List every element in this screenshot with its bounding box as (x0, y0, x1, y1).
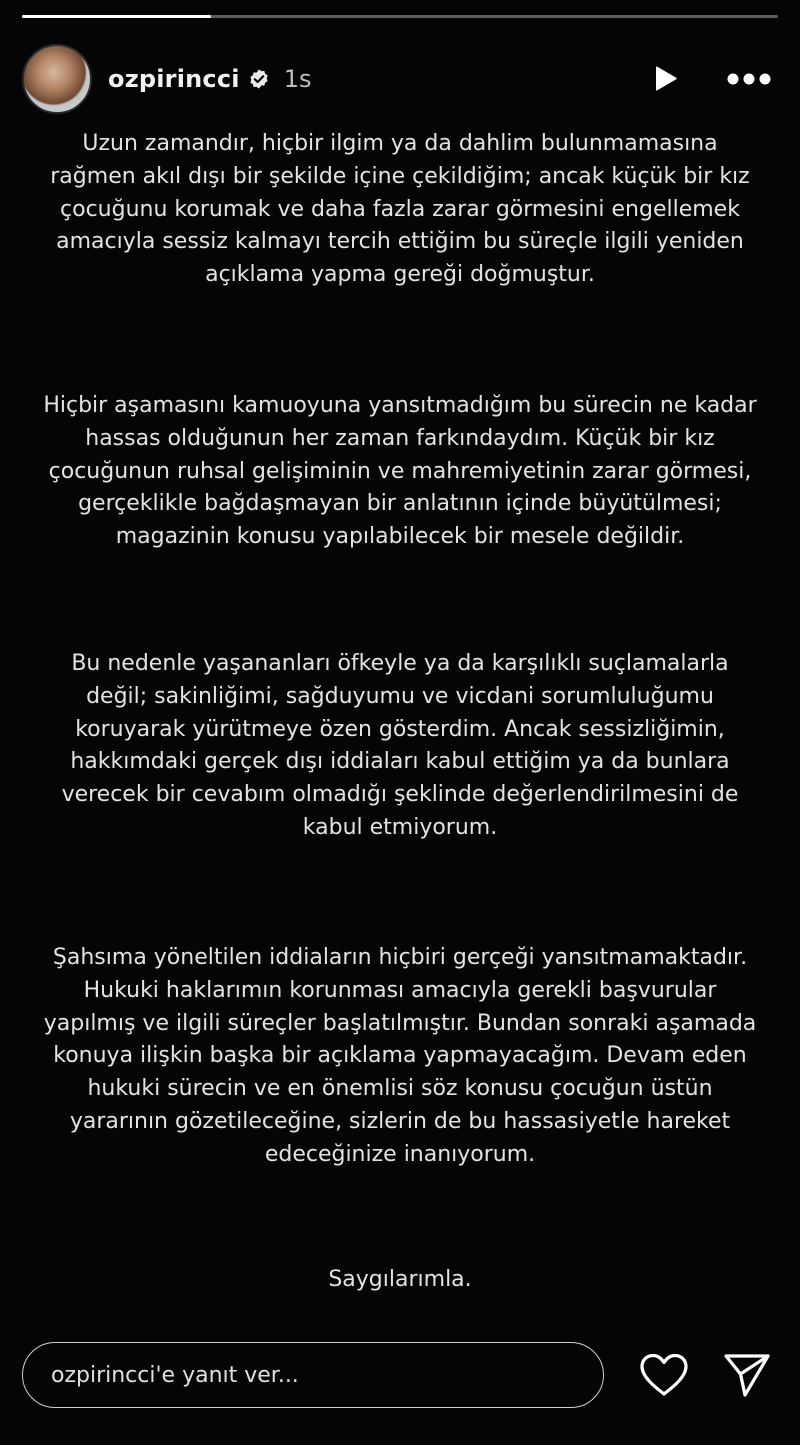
heart-icon[interactable] (638, 1352, 690, 1398)
statement-paragraph: Şahsıma yöneltilen iddiaların hiçbiri gerçeği yansıtmamaktadır. Hukuki haklarımın korunması amacıyla gerekli başvurular yapılmış ve ilgili süreçler başlatılmıştır. Bundan sonraki aşamada konuya ilişkin başka bir açıklama yapmayacağım. Devam eden hukuki sürecin ve en önemlisi söz konusu çocuğun üstün yararının gözetileceğine, sizlerin de bu hassasiyetle hareket edeceğinize inanıyorum. (43, 945, 757, 1167)
avatar[interactable] (22, 44, 92, 114)
more-horizontal-icon[interactable] (726, 72, 772, 86)
send-icon[interactable] (722, 1351, 772, 1399)
closing-line: Saygılarımla. (328, 1267, 472, 1292)
story-header (22, 44, 778, 114)
story-progress-fill (22, 15, 211, 18)
story-progress-bar (22, 15, 778, 18)
statement-paragraph: Uzun zamandır, hiçbir ilgim ya da dahlim bulunmamasına rağmen akıl dışı bir şekilde içine çekildiğim; ancak küçük bir kız çocuğunu korumak ve daha fazla zarar görmesini engellemek amacıyla sessiz kalmayı tercih ettiğim bu süreçle ilgili yeniden açıklama yapma gereği doğmuştur. (50, 131, 750, 288)
play-icon[interactable] (650, 64, 680, 94)
username[interactable]: ozpirincci (108, 65, 240, 93)
reply-input[interactable] (22, 1342, 604, 1408)
post-time: 1s (283, 65, 312, 93)
verified-badge-icon (248, 68, 270, 90)
statement-paragraph: Bu nedenle yaşananları öfkeyle ya da karşılıklı suçlamalarla değil; sakinliğimi, sağduyumu ve vicdani sorumluluğumu koruyarak yürütmeye özen gösterdim. Ancak sessizliğimin, hakkımdaki gerçek dışı iddiaları kabul ettiğim ya da bunlara verecek bir cevabım olmadığı şeklinde değerlendirilmesini de kabul etmiyorum. (61, 651, 739, 840)
statement-paragraph: Hiçbir aşamasını kamuoyuna yansıtmadığım bu sürecin ne kadar hassas olduğunun her zaman farkındaydım. Küçük bir kız çocuğunun ruhsal gelişiminin ve mahremiyetinin zarar görmesi, gerçeklikle bağdaşmayan bir anlatının içinde büyütülmesi; magazinin konusu yapılabilecek bir mesele değildir. (43, 393, 757, 550)
story-footer (22, 1340, 778, 1410)
